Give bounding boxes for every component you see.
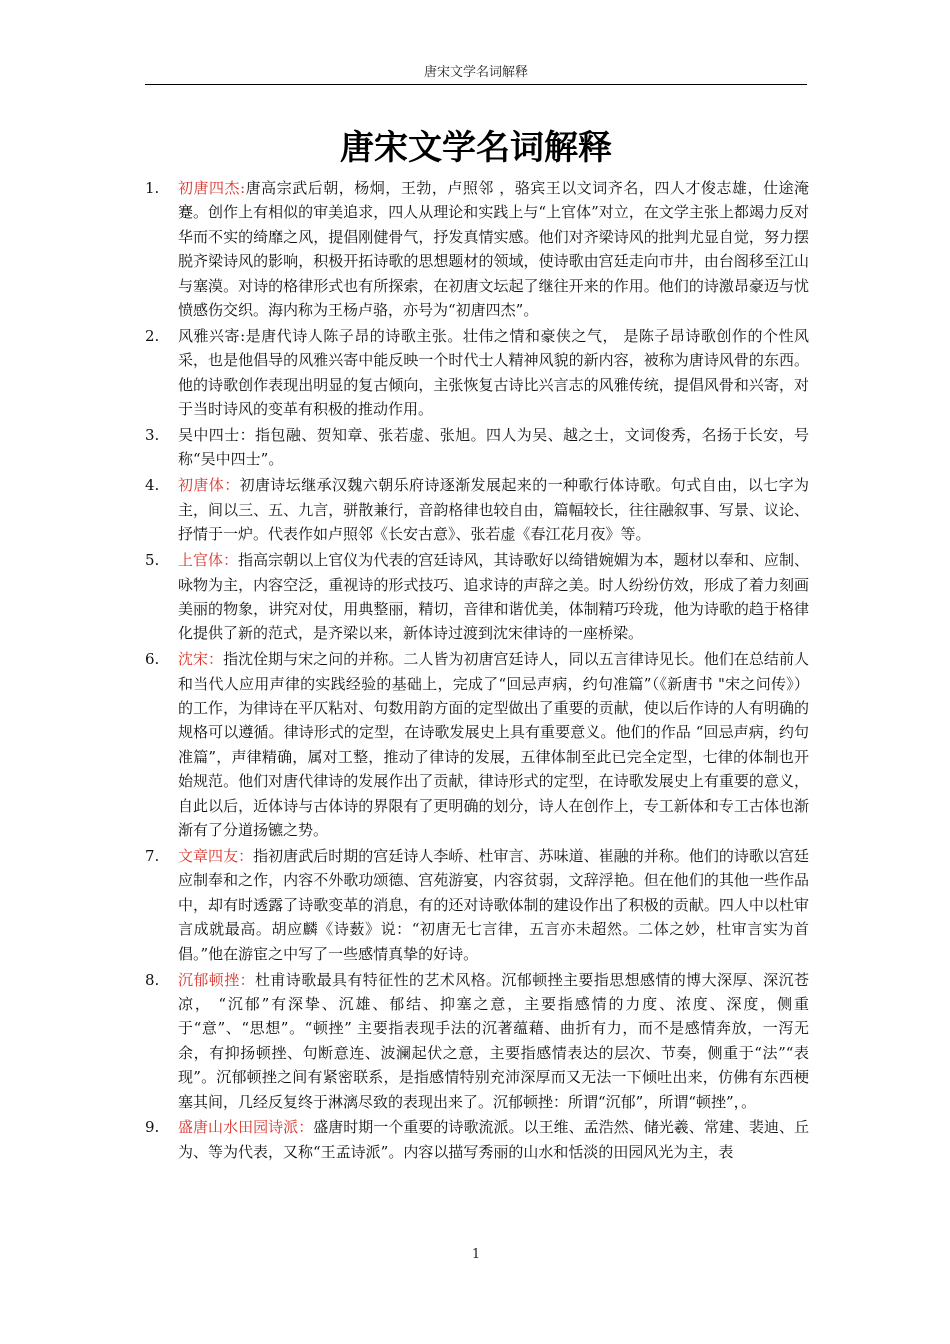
term-name: 初唐体	[178, 476, 225, 495]
term-definition: 盛唐时期一个重要的诗歌流派。以王维、孟浩然、储光羲、常建、裴迪、丘为、等为代表，又称“王孟诗派”。内容以描写秀丽的山水和恬淡的田园风光为主，表	[178, 1118, 809, 1161]
term-definition: 指高宗朝以上官仪为代表的宫廷诗风，其诗歌好以绮错婉媚为本，题材以奉和、应制、咏物为主，内容空泛，重视诗的形式技巧、追求诗的声辞之美。时人纷纷仿效，形成了着力刻画美丽的物象，讲究对仗，用典整丽，精切，音律和谐优美，体制精巧玲珑，他为诗歌的趋于格律化提供了新的范式，是齐梁以来，新体诗过渡到沈宋律诗的一座桥梁。	[178, 551, 809, 643]
term-entry	[145, 968, 809, 1114]
term-separator: ：	[208, 650, 224, 669]
term-entry	[145, 176, 809, 322]
term-name: 初唐四杰	[178, 179, 241, 197]
term-name: 沉郁顿挫	[178, 970, 240, 989]
term-separator: ：	[239, 970, 256, 989]
running-header: 唐宋文学名词解释	[423, 65, 528, 80]
page-number: 1	[471, 1247, 481, 1262]
term-definition: 初唐诗坛继承汉魏六朝乐府诗逐渐发展起来的一种歌行体诗歌。句式自由，以七字为主，间以三、五、九言，骈散兼行，音韵格律也较自由，篇幅较长，往往融叙事、写景、议论、抒情于一炉。代表作如卢照邻《长安古意》、张若虚《春江花月夜》等。	[178, 476, 809, 544]
entry-number: 3.	[145, 426, 160, 445]
term-entry	[145, 473, 809, 546]
term-definition: 杜甫诗歌最具有特征性的艺术风格。沉郁顿挫主要指思想感情的博大深厚、深沉苍凉， “沉郁”有深挚、沉雄、郁结、抑塞之意，主要指感情的力度、浓度、深度，侧重于“意”、“思想”。“顿挫” 主要指表现手法的沉著蕴藉、曲折有力，而不是感情奔放，一泻无余，有抑扬顿挫、句断意连、波澜起伏之意，主要指感情表达的层次、节奏，侧重于“法”“表现”。沉郁顿挫之间有紧密联系，是指感情特别充沛深厚而又无法一下倾吐出来，仿佛有东西梗塞其间，几经反复终于淋漓尽致的表现出来了。沉郁顿挫：所谓“沉郁”，所谓“顿挫”，。	[178, 970, 809, 1111]
term-name: 风雅兴寄	[178, 326, 241, 345]
term-entry	[145, 1115, 809, 1164]
term-entry	[145, 647, 809, 842]
term-definition: 指初唐武后时期的宫廷诗人李峤、杜审言、苏味道、崔融的并称。他们的诗歌以宫廷应制奉和之作，内容不外歌功颂德、宫苑游宴，内容贫弱，文辞浮艳。但在他们的其他一些作品中，却有时透露了诗歌变革的消息，有的还对诗歌体制的建设作出了积极的贡献。四人中以杜审言成就最高。胡应麟《诗薮》说：“初唐无七言律，五言亦未超然。二体之妙，杜审言实为首倡。”他在游宦之中写了一些感情真挚的好诗。	[178, 846, 809, 963]
term-list	[145, 176, 809, 1166]
term-separator: :	[240, 179, 246, 197]
term-entry	[145, 844, 809, 966]
term-separator: ：	[223, 551, 239, 570]
entry-number: 7.	[145, 846, 160, 865]
term-separator: ：	[238, 846, 254, 865]
term-name: 文章四友	[178, 846, 239, 865]
term-separator: ：	[298, 1118, 314, 1137]
term-separator: ：	[224, 476, 240, 495]
entry-number: 2.	[145, 326, 160, 345]
header-rule	[145, 84, 807, 85]
entry-number: 5.	[145, 551, 160, 570]
term-name: 沈宋	[178, 650, 209, 669]
term-name: 吴中四士	[178, 426, 240, 445]
term-definition: 指沈佺期与宋之问的并称。二人皆为初唐宫廷诗人，同以五言律诗见长。他们在总结前人和当代人应用声律的实践经验的基础上，完成了“回忌声病，约句准篇”（《新唐书 "宋之问传》）的工作，为律诗在平仄粘对、句数用韵方面的定型做出了重要的贡献，使以后作诗的人有明确的规格可以遵循。律诗形式的定型，在诗歌发展史上具有重要意义。他们的作品 “回忌声病，约句准篇”，声律精确，属对工整，推动了律诗的发展，五律体制至此已完全定型，七律的体制也开始规范。他们对唐代律诗的发展作出了贡献，律诗形式的定型，在诗歌发展史上有重要的意义，自此以后，近体诗与古体诗的界限有了更明确的划分，诗人在创作上，专工新体和专工古体也渐渐有了分道扬镳之势。	[178, 650, 809, 840]
term-definition: 指包融、贺知章、张若虚、张旭。四人为吴、越之士，文词俊秀，名扬于长安，号称“吴中四士”。	[178, 426, 809, 469]
entry-number: 1.	[145, 179, 160, 197]
term-entry	[145, 548, 809, 646]
entry-number: 9.	[145, 1118, 160, 1137]
term-entry	[145, 423, 809, 472]
entry-number: 8.	[145, 970, 160, 989]
entry-number: 4.	[145, 476, 160, 495]
term-separator: ：	[239, 426, 256, 445]
term-name: 盛唐山水田园诗派	[178, 1118, 299, 1137]
term-entry	[145, 324, 809, 422]
term-definition: 唐高宗武后朝，杨炯，王勃，卢照邻 ，骆宾王以文词齐名，四人才俊志雄，仕途淹蹇。创作上有相似的审美追求，四人从理论和实践上与“上官体”对立，在文学主张上都竭力反对华而不实的绮靡之风，提倡刚健骨气，抒发真情实感。他们对齐梁诗风的批判尤显自觉，努力摆脱齐梁诗风的影响，积极开拓诗歌的思想题材的领域，使诗歌由宫廷走向市井，由台阁移至江山与塞漠。对诗的格律形式也有所探索，在初唐文坛起了继往开来的作用。他们的诗激昂豪迈与忧愤感伤交织。海内称为王杨卢骆，亦号为“初唐四杰”。	[178, 179, 809, 320]
entry-number: 6.	[145, 650, 160, 669]
term-name: 上官体	[178, 551, 224, 570]
document-title: 唐宋文学名词解释	[340, 128, 612, 168]
term-separator: :	[240, 326, 246, 345]
term-definition: 是唐代诗人陈子昂的诗歌主张。壮伟之情和豪侠之气， 是陈子昂诗歌创作的个性风采，也是他倡导的风雅兴寄中能反映一个时代士人精神风貌的新内容，被称为唐诗风骨的东西。他的诗歌创作表现出明显的复古倾向，主张恢复古诗比兴言志的风雅传统，提倡风骨和兴寄，对于当时诗风的变革有积极的推动作用。	[178, 326, 809, 419]
